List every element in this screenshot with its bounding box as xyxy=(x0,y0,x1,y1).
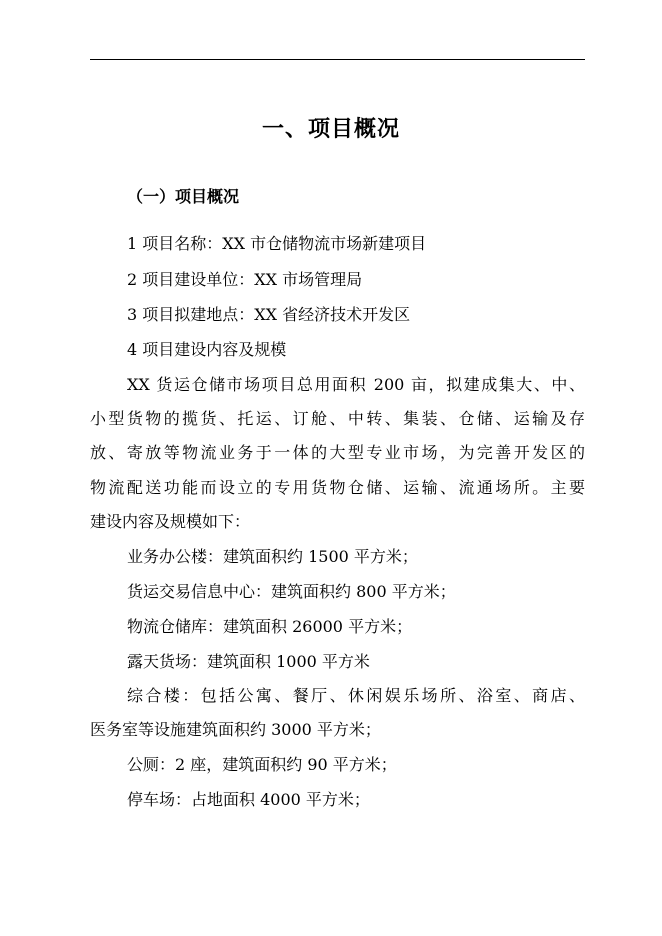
item-project-location: 3 项目拟建地点：XX 省经济技术开发区 xyxy=(127,305,411,324)
facility-parking: 停车场：占地面积 4000 平方米； xyxy=(127,790,370,809)
paragraph-line: XX 货运仓储市场项目总用面积 200 亩，拟建成集大、中、 xyxy=(127,375,585,394)
item-project-name: 1 项目名称：XX 市仓储物流市场新建项目 xyxy=(127,234,427,253)
header-rule xyxy=(90,59,585,60)
paragraph-line: 物流配送功能而设立的专用货物仓储、运输、流通场所。主要 xyxy=(90,478,585,497)
facility-open-yard: 露天货场：建筑面积 1000 平方米 xyxy=(127,652,370,671)
facility-office: 业务办公楼：建筑面积约 1500 平方米； xyxy=(127,547,418,566)
facility-warehouse: 物流仓储库：建筑面积 26000 平方米； xyxy=(127,617,413,636)
facility-complex: 综合楼：包括公寓、餐厅、休闲娱乐场所、浴室、商店、 xyxy=(127,686,585,705)
item-project-unit: 2 项目建设单位：XX 市场管理局 xyxy=(127,270,363,289)
facility-toilet: 公厕：2 座，建筑面积约 90 平方米； xyxy=(127,755,397,774)
page-title: 一、项目概况 xyxy=(261,116,400,142)
paragraph-line: 放、寄放等物流业务于一体的大型专业市场，为完善开发区的 xyxy=(90,443,585,462)
section-heading: （一）项目概况 xyxy=(127,187,240,206)
paragraph-line: 小型货物的揽货、托运、订舱、中转、集装、仓储、运输及存 xyxy=(90,409,585,428)
facility-info-center: 货运交易信息中心：建筑面积约 800 平方米； xyxy=(127,582,456,601)
paragraph-line: 建设内容及规模如下： xyxy=(90,512,251,531)
facility-complex-continued: 医务室等设施建筑面积约 3000 平方米； xyxy=(90,720,381,739)
item-project-scope: 4 项目建设内容及规模 xyxy=(127,340,287,359)
